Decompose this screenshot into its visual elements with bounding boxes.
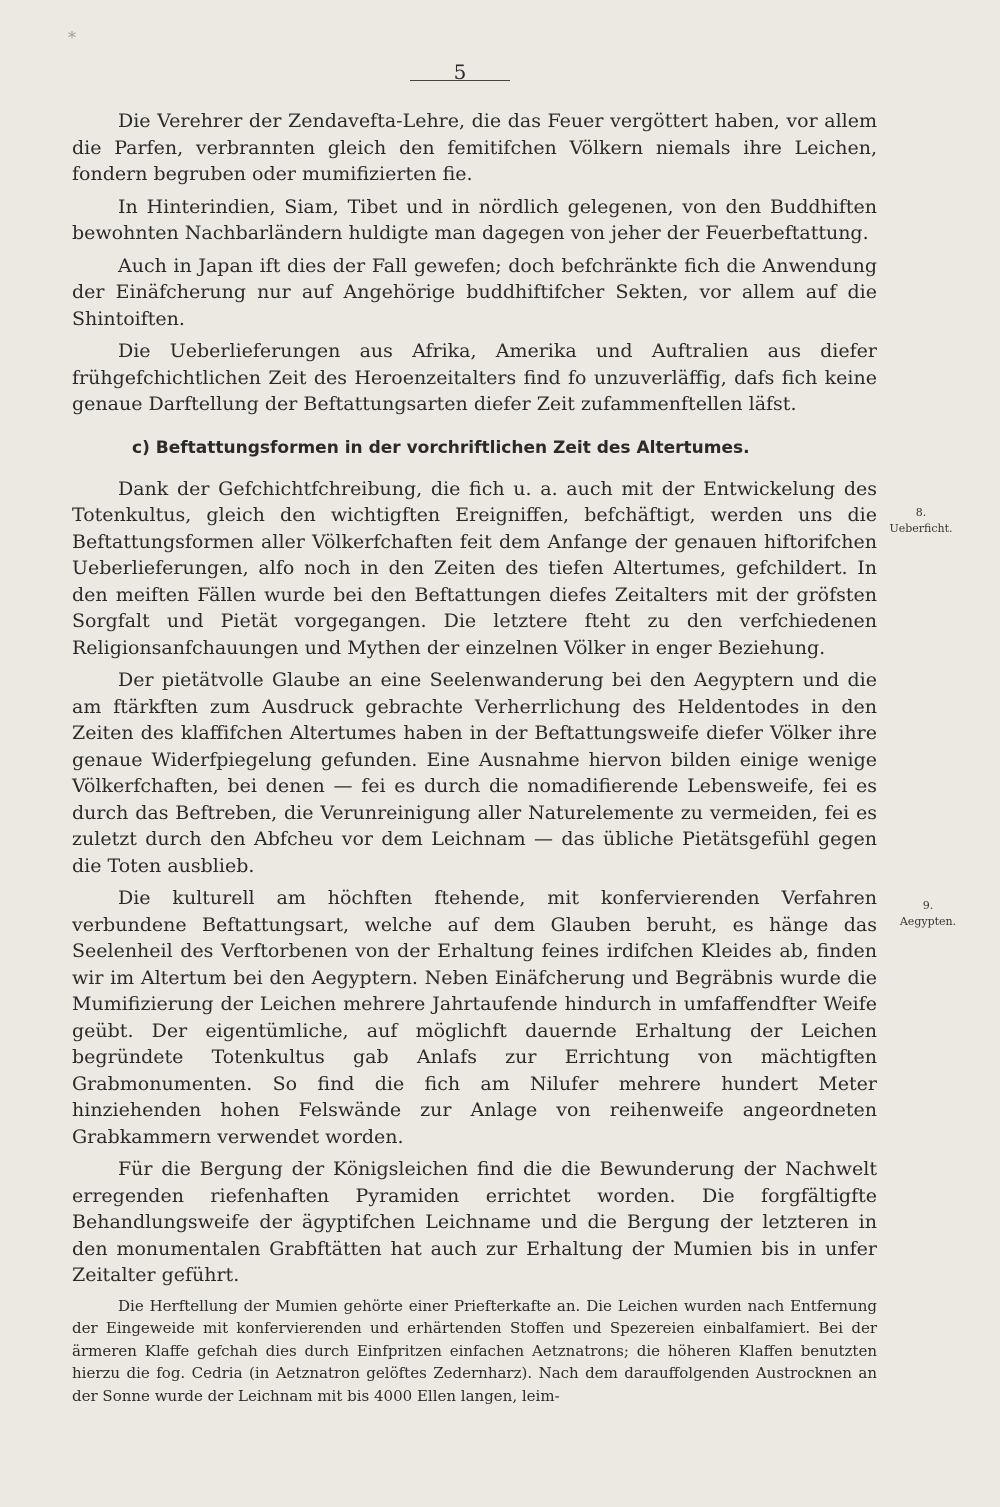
paragraph: Der pietätvolle Glaube an eine Seelenwanderung bei den Aegyptern und die am ftärkften zum Ausdruck gebrachte Verherrlichung des Heldentodes in den Zeiten des klaffifchen Altertumes haben in der Beftattungsweife diefer Völker ihre genaue Widerfpiegelung gefunden. Eine Ausnahme hiervon bilden einige wenige Völkerfchaften, bei denen — fei es durch die nomadifierende Lebensweife, fei es durch das Beftreben, die Verunreinigung aller Naturelemente zu vermeiden, fei es zuletzt durch den Abfcheu vor dem Leichnam — das übliche Pietätsgefühl gegen die Toten ausblieb. [72, 669, 877, 877]
small-print-note: Die Herftellung der Mumien gehörte einer Priefterkafte an. Die Leichen wurden nach Entfernung der Eingeweide mit konfervierenden und erhärtenden Stoffen und Spezereien einbalfamiert. Bei der ärmeren Klaffe gefchah dies durch Einfpritzen einfachen Aetznatrons; die höheren Klaffen benutzten hierzu die fog. Cedria (in Aetznatron gelöftes Zedernharz). Nach dem darauffolgenden Austrocknen an der Sonne wurde der Leichnam mit bis 4000 Ellen langen, leim- [72, 1296, 877, 1405]
paragraph: Die kulturell am höchften ftehende, mit konfervierenden Verfahren verbundene Beftattungsart, welche auf dem Glauben beruht, es hänge das Seelenheil des Verftorbenen von der Erhaltung feines irdifchen Kleides ab, finden wir im Altertum bei den Aegyptern. Neben Einäfcherung und Begräbnis wurde die Mumifizierung der Leichen mehrere Jahrtaufende hindurch in umfaffendfter Weife geübt. Der eigentümliche, auf möglichft dauernde Erhaltung der Leichen begründete Totenkultus gab Anlafs zur Errichtung von mächtigften Grabmonumenten. So find die fich am Nilufer mehrere hundert Meter hinziehenden hohen Felswände zur Anlage von reihenweife angeordneten Grabkammern verwendet worden. [72, 887, 877, 1148]
paragraph: Für die Bergung der Königsleichen find die die Bewunderung der Nachwelt erregenden riefenhaften Pyramiden errichtet worden. Die forgfältigfte Behandlungsweife der ägyptifchen Leichname und die Bergung der letzteren in den monumentalen Grabftätten hat auch zur Erhaltung der Mumien bis in unfer Zeitalter geführt. [72, 1158, 877, 1286]
margin-note-number: 9. [922, 899, 934, 912]
stray-mark: * [68, 28, 76, 47]
margin-note-label: Aegypten. [899, 915, 957, 928]
paragraph: In Hinterindien, Siam, Tibet und in nördlich gelegenen, von den Buddhiften bewohnten Nachbarländern huldigte man dagegen von jeher der Feuerbeftattung. [72, 195, 877, 244]
page-number: 5 [453, 60, 467, 84]
margin-note-overview [876, 505, 966, 537]
paragraph: Die Verehrer der Zendavefta-Lehre, die das Feuer vergöttert haben, vor allem die Parfen, verbrannten gleich den femitifchen Völkern niemals ihre Leichen, fondern begruben oder mumifizierten fie. [72, 110, 877, 185]
main-text [72, 108, 877, 1407]
page-number-rule [410, 80, 510, 81]
paragraph: Dank der Gefchichtfchreibung, die fich u. a. auch mit der Entwickelung des Totenkultus, gleich den wichtigften Ereigniffen, befchäftigt, werden uns die Beftattungsformen aller Völkerfchaften feit dem Anfange der genauen hiftorifchen Ueberlieferungen, alfo noch in den Zeiten des tiefen Altertumes, gefchildert. In den meiften Fällen wurde bei den Beftattungen diefes Zeitalters mit der gröfsten Sorgfalt und Pietät vorgegangen. Die letztere fteht zu den verfchiedenen Religionsanfchauungen und Mythen der einzelnen Völker in enger Beziehung. [72, 477, 877, 659]
margin-note-label: Ueberficht. [889, 522, 953, 535]
section-heading: c) Beftattungsformen in der vorchriftlichen Zeit des Altertumes. [132, 437, 750, 458]
margin-note-egypt [883, 898, 973, 930]
margin-note-number: 8. [915, 506, 927, 519]
paragraph: Die Ueberlieferungen aus Afrika, Amerika und Auftralien aus diefer frühgefchichtlichen Zeit des Heroenzeitalters find fo unzuverläffig, dafs fich keine genaue Darftellung der Beftattungsarten diefer Zeit zufammenftellen läfst. [72, 340, 877, 415]
paragraph: Auch in Japan ift dies der Fall gewefen; doch befchränkte fich die Anwendung der Einäfcherung nur auf Angehörige buddhiftifcher Sekten, vor allem auf die Shintoiften. [72, 254, 877, 330]
